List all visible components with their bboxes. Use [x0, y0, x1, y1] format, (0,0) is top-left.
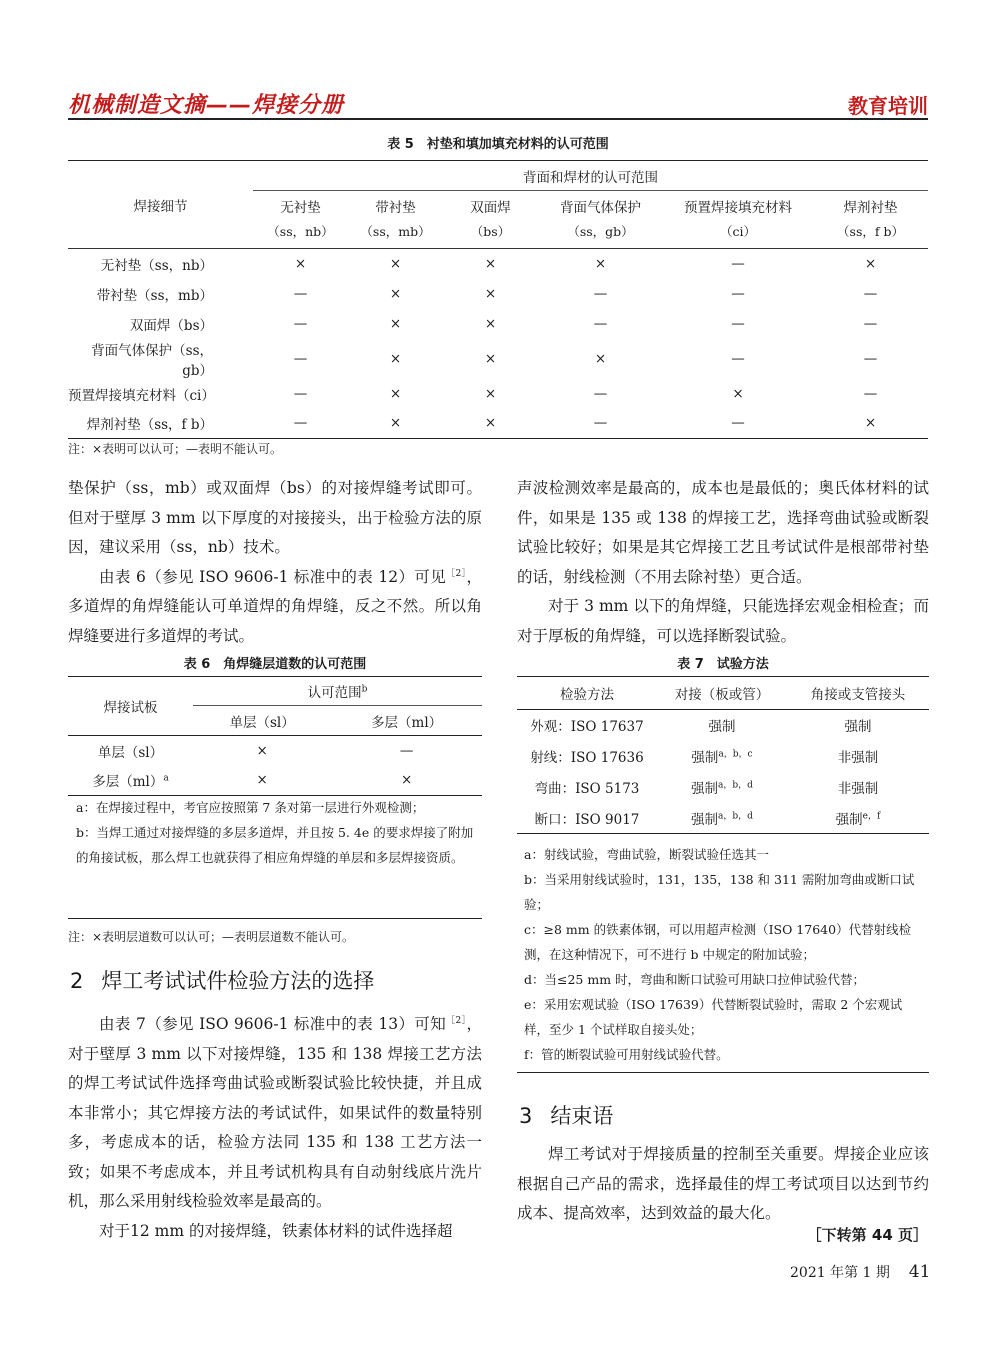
- table-row: [68, 379, 928, 409]
- cell: —: [293, 350, 308, 367]
- table-row: [517, 741, 929, 772]
- table-row: [517, 710, 929, 741]
- cell: ×: [294, 255, 307, 272]
- footnote: a：在焊接过程中，考官应按照第 7 条对第一层进行外观检测；: [76, 800, 425, 815]
- row-label: 无衬垫（ss，nb）: [100, 257, 213, 274]
- row-label: 双面焊（bs）: [129, 317, 213, 334]
- table-row: [68, 339, 928, 379]
- paragraph: 对于12 mm 的对接焊缝，铁素体材料的试件选择超: [99, 1221, 453, 1240]
- cell: —: [731, 350, 745, 367]
- table6: [68, 676, 482, 796]
- paragraph: 焊工考试对于焊接质量的控制至关重要。焊接企业应该根据自己产品的需求，选择最佳的焊工考试项目以达到节约成本、提高效率，达到效益的最大化。: [517, 1145, 929, 1222]
- table-row: [517, 803, 929, 834]
- cell: 强制$^{a,b,d}$: [657, 803, 787, 834]
- cell: ×: [443, 409, 538, 439]
- table5-row-header: 焊接细节: [68, 161, 253, 249]
- cell: ×: [732, 385, 744, 402]
- cell: ×: [484, 315, 497, 332]
- left-column-upper: [68, 474, 482, 651]
- cell: —: [399, 742, 414, 759]
- table6-row-header: 焊接试板: [68, 677, 193, 736]
- cell: ×: [389, 255, 402, 272]
- cell: 射线：ISO 17636: [530, 750, 644, 766]
- footnote: b：当采用射线试验时，131，135，138 和 311 需附加弯曲或断口试验；: [524, 872, 915, 912]
- section-2-heading: 2 焊工考试试件检验方法的选择: [70, 969, 375, 993]
- paragraph: 声波检测效率是最高的，成本也是最低的；奥氏体材料的试件，如果是 135 或 138 的焊接工艺，选择弯曲试验或断裂试验比较好；如果是其它焊接工艺且考试试件是根部带衬垫的话，射线检测（不用去除衬垫）更合适。: [517, 479, 929, 586]
- table-row: [68, 766, 482, 796]
- section-3-heading: 3 结束语: [519, 1104, 614, 1128]
- table7-footnotes: [524, 842, 924, 1067]
- table6-col-header: 多层（ml）: [331, 706, 482, 736]
- cell: ×: [389, 385, 402, 402]
- table7-col-header: 对接（板或管）: [657, 677, 787, 710]
- cell: —: [863, 315, 878, 332]
- journal-title: 机械制造文摘——焊接分册: [68, 93, 345, 118]
- cell: —: [593, 315, 608, 332]
- row-label: 单层（sl）: [97, 744, 164, 761]
- issue-label: 2021 年第 1 期: [790, 1265, 890, 1281]
- table5: [68, 160, 928, 439]
- table7-col-header: 检验方法: [517, 677, 657, 710]
- cell: —: [293, 285, 308, 302]
- table6-rule: [68, 918, 482, 919]
- section-label: 教育培训: [848, 94, 928, 118]
- cell: ×: [331, 766, 482, 796]
- footnote: b：当焊工通过对接焊缝的多层多道焊，并且按 5. 4e 的要求焊接了附加的角接试板，那么焊工也就获得了相应角焊缝的单层和多层焊接资质。: [76, 825, 474, 865]
- table5-col-header: 无衬垫 （ss，nb）: [253, 191, 348, 249]
- cell: ×: [484, 285, 497, 302]
- table6-caption: 表 6 角焊缝层道数的认可范围: [183, 657, 367, 672]
- cell: —: [731, 285, 745, 302]
- cell: 强制$^{a,b,c}$: [691, 749, 753, 766]
- cell: 强制$^{a,b,d}$: [691, 780, 753, 797]
- page-number: 41: [908, 1262, 931, 1282]
- table-row: [68, 736, 482, 766]
- table5-note: 注：×表明可以认可；—表明不能认可。: [68, 442, 283, 456]
- table-row: [68, 409, 928, 439]
- cell: ×: [389, 315, 402, 332]
- row-label: 多层（ml）$^a$: [68, 766, 193, 796]
- table5-group-header: 背面和焊材的认可范围: [253, 161, 928, 191]
- table6-footnotes: [76, 795, 476, 870]
- row-label: 焊剂衬垫（ss，f b）: [68, 409, 253, 439]
- cell: ×: [389, 285, 402, 302]
- paragraph: 垫保护（ss，mb）或双面焊（bs）的对接焊缝考试即可。但对于壁厚 3 mm 以下厚度的对接接头，出于检验方法的原因，建议采用（ss，nb）技术。: [68, 479, 482, 556]
- cell: —: [293, 315, 308, 332]
- cell: ×: [256, 742, 268, 759]
- table5-col-header: 双面焊 （bs）: [443, 191, 538, 249]
- cell: 非强制: [837, 750, 879, 766]
- table5-col-header: 带衬垫 （ss，mb）: [348, 191, 443, 249]
- cell: 外观：ISO 17637: [530, 719, 644, 736]
- row-label: 预置焊接填充材料（ci）: [68, 387, 215, 404]
- right-column-upper: [517, 474, 929, 651]
- cell: —: [253, 409, 348, 439]
- cell: —: [538, 409, 663, 439]
- table6-col-header: 单层（sl）: [193, 706, 331, 736]
- table6-note: 注：×表明层道数可以认可；—表明层道数不能认可。: [68, 930, 355, 944]
- cell: —: [593, 385, 608, 402]
- cell: ×: [193, 766, 331, 796]
- table5-col-header: 背面气体保护 （ss，gb）: [538, 191, 663, 249]
- table5-col-header: 预置焊接填充材料 （ci）: [663, 191, 813, 249]
- paragraph: 由表 6（参见 ISO 9606-1 标准中的表 12）可见$^{[2]}$，多道焊的角焊缝能认可单道焊的角焊缝，反之不然。所以角焊缝要进行多道焊的考试。: [68, 567, 482, 645]
- cell: —: [863, 385, 878, 402]
- table7-rule: [517, 1072, 929, 1073]
- table-row: [68, 279, 928, 309]
- footnote: c：≥8 mm 的铁素体钢，可以用超声检测（ISO 17640）代替射线检测，在这种情况下，可不进行 b 中规定的附加试验；: [524, 922, 912, 962]
- cell: 强制: [844, 719, 872, 736]
- footnote: a：射线试验，弯曲试验，断裂试验任选其一: [524, 847, 769, 862]
- cell: ×: [594, 350, 607, 367]
- left-column-lower: [68, 1010, 482, 1246]
- paragraph: 由表 7（参见 ISO 9606-1 标准中的表 13）可知$^{[2]}$，对于壁厚 3 mm 以下对接焊缝，135 和 138 焊接工艺方法的焊工考试试件选择弯曲试验或断裂试验比较快捷，并且成本非常小；其它焊接方法的考试试件，如果试件的数量特别多，考虑成本的话，检验方法同 135 和 138 工艺方法一致；如果不考虑成本，并且考试机构具有自动射线底片洗片机，那么采用射线检验效率是最高的。: [68, 1015, 482, 1210]
- cell: 断口：ISO 9017: [517, 803, 657, 834]
- table-row: [68, 309, 928, 339]
- table-row: [517, 772, 929, 803]
- cell: —: [593, 285, 608, 302]
- row-label: 带衬垫（ss，mb）: [96, 287, 213, 304]
- cell: —: [663, 409, 813, 439]
- cell: —: [731, 315, 745, 332]
- cell: ×: [864, 255, 877, 272]
- cell: ×: [484, 350, 497, 367]
- cell: —: [863, 350, 878, 367]
- header-rule: [68, 118, 928, 120]
- cell: 强制: [708, 719, 736, 736]
- cell: —: [293, 385, 308, 402]
- cell: ×: [389, 350, 402, 367]
- cell: 非强制: [837, 781, 879, 797]
- table7-col-header: 角接或支管接头: [787, 677, 929, 710]
- right-column-lower: [517, 1140, 929, 1229]
- page-footer: [790, 1262, 930, 1282]
- table5-caption: 表 5 衬垫和填加填充材料的认可范围: [387, 137, 609, 152]
- footnote: e：采用宏观试验（ISO 17639）代替断裂试验时，需取 2 个宏观试样，至少 1 个试样取自接头处；: [524, 997, 903, 1037]
- cell: ×: [813, 409, 928, 439]
- table7-caption: 表 7 试验方法: [677, 657, 769, 672]
- footnote: d：当≤25 mm 时，弯曲和断口试验可用缺口拉伸试验代替；: [524, 972, 866, 987]
- paragraph: 对于 3 mm 以下的角焊缝，只能选择宏观金相检查；而对于厚板的角焊缝，可以选择断裂试验。: [517, 597, 929, 645]
- cell: ×: [348, 409, 443, 439]
- row-label: 背面气体保护（ss，gb）: [91, 342, 213, 379]
- cell: ×: [594, 255, 607, 272]
- cell: —: [863, 285, 878, 302]
- footnote: f：管的断裂试验可用射线试验代替。: [524, 1047, 729, 1062]
- cell: 强制$^{e,f}$: [787, 803, 929, 834]
- cell: —: [731, 255, 745, 272]
- cell: 弯曲：ISO 5173: [534, 781, 640, 797]
- table7: [517, 676, 929, 834]
- cell: ×: [484, 385, 497, 402]
- table6-group-header: 认可范围$^b$: [193, 677, 482, 706]
- cell: ×: [484, 255, 497, 272]
- table5-col-header: 焊剂衬垫 （ss，f b）: [813, 191, 928, 249]
- table-row: [68, 249, 928, 279]
- continued-note: ［下转第 44 页］: [806, 1226, 928, 1244]
